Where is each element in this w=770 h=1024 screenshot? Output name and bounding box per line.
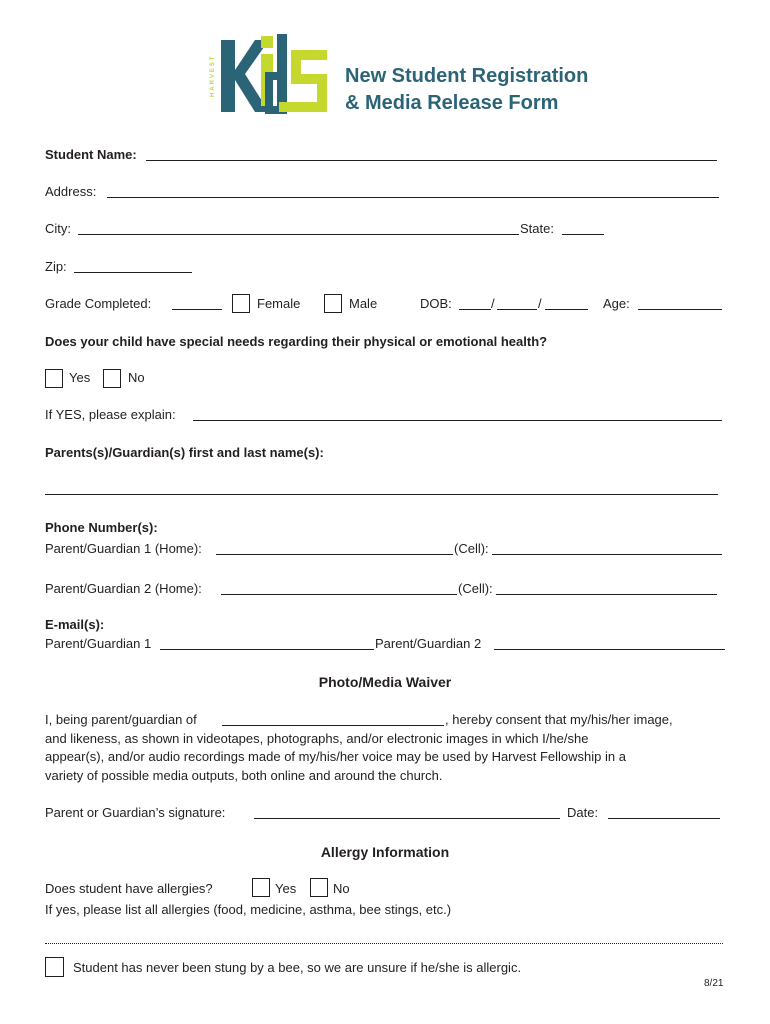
dob-separator-2: / [538,296,542,311]
email-p1-field[interactable] [160,649,374,650]
never-stung-checkbox[interactable] [45,957,64,977]
special-needs-question: Does your child have special needs regarding their physical or emotional health? [45,334,548,349]
female-label: Female [257,296,301,311]
dob-label: DOB: [420,296,452,311]
address-label: Address: [45,184,97,199]
guardians-names-field[interactable] [45,494,718,495]
signature-label: Parent or Guardian’s signature: [45,805,226,820]
date-label: Date: [567,805,599,820]
dob-day-field[interactable] [497,309,537,310]
male-checkbox[interactable] [324,294,342,313]
allergy-question: Does student have allergies? [45,881,213,896]
phone-heading: Phone Number(s): [45,520,158,535]
special-needs-no-checkbox[interactable] [103,369,121,388]
special-needs-no-label: No [128,370,145,385]
waiver-line3: appear(s), and/or audio recordings made of my/his/her voice may be used by Harvest Fellowship in a [45,749,626,764]
allergy-no-label: No [333,881,350,896]
phone-p1-home-field[interactable] [216,554,453,555]
date-field[interactable] [608,818,720,819]
allergy-yes-checkbox[interactable] [252,878,270,897]
zip-label: Zip: [45,259,67,274]
kids-logo-graphic [205,30,335,118]
phone-p2-home-label: Parent/Guardian 2 (Home): [45,581,202,596]
email-heading: E-mail(s): [45,617,105,632]
email-p2-label: Parent/Guardian 2 [375,636,482,651]
address-field[interactable] [107,197,719,198]
waiver-line2: and likeness, as shown in videotapes, photographs, and/or electronic images in which I/he/she [45,731,589,746]
phone-p1-home-label: Parent/Guardian 1 (Home): [45,541,202,556]
state-label: State: [520,221,554,236]
allergy-heading: Allergy Information [320,844,450,860]
never-stung-label: Student has never been stung by a bee, so we are unsure if he/she is allergic. [73,960,522,975]
email-p2-field[interactable] [494,649,725,650]
explain-field[interactable] [193,420,722,421]
signature-field[interactable] [254,818,560,819]
form-title-line2: & Media Release Form [345,92,559,114]
male-label: Male [349,296,378,311]
dob-year-field[interactable] [545,309,588,310]
grade-field[interactable] [172,309,222,310]
guardians-heading: Parents(s)/Guardian(s) first and last name(s): [45,445,324,460]
female-checkbox[interactable] [232,294,250,313]
special-needs-yes-label: Yes [69,370,91,385]
allergy-yes-label: Yes [275,881,297,896]
phone-p1-cell-field[interactable] [492,554,722,555]
waiver-line1a: I, being parent/guardian of [45,712,197,727]
email-p1-label: Parent/Guardian 1 [45,636,152,651]
waiver-line1b: , hereby consent that my/his/her image, [445,712,673,727]
phone-p1-cell-label: (Cell): [454,541,489,556]
kids-logo [205,30,335,118]
dob-month-field[interactable] [459,309,491,310]
grade-label: Grade Completed: [45,296,152,311]
allergy-list-label: If yes, please list all allergies (food, medicine, asthma, bee stings, etc.) [45,902,452,917]
age-label: Age: [603,296,630,311]
form-version: 8/21 [704,978,724,989]
waiver-heading: Photo/Media Waiver [318,674,452,690]
age-field[interactable] [638,309,722,310]
state-field[interactable] [562,234,604,235]
city-label: City: [45,221,71,236]
explain-label: If YES, please explain: [45,407,176,422]
allergy-list-field[interactable] [45,943,723,944]
dob-separator-1: / [491,296,495,311]
waiver-line4: variety of possible media outputs, both online and around the church. [45,768,443,783]
phone-p2-cell-label: (Cell): [458,581,493,596]
form-title-line1: New Student Registration [345,65,589,87]
city-field[interactable] [78,234,519,235]
allergy-no-checkbox[interactable] [310,878,328,897]
special-needs-yes-checkbox[interactable] [45,369,63,388]
logo-brand-vertical: HARVEST [210,54,216,97]
phone-p2-home-field[interactable] [221,594,457,595]
student-name-field[interactable] [146,160,717,161]
student-name-label: Student Name: [45,147,137,162]
zip-field[interactable] [74,272,192,273]
phone-p2-cell-field[interactable] [496,594,717,595]
waiver-child-name-field[interactable] [222,725,444,726]
